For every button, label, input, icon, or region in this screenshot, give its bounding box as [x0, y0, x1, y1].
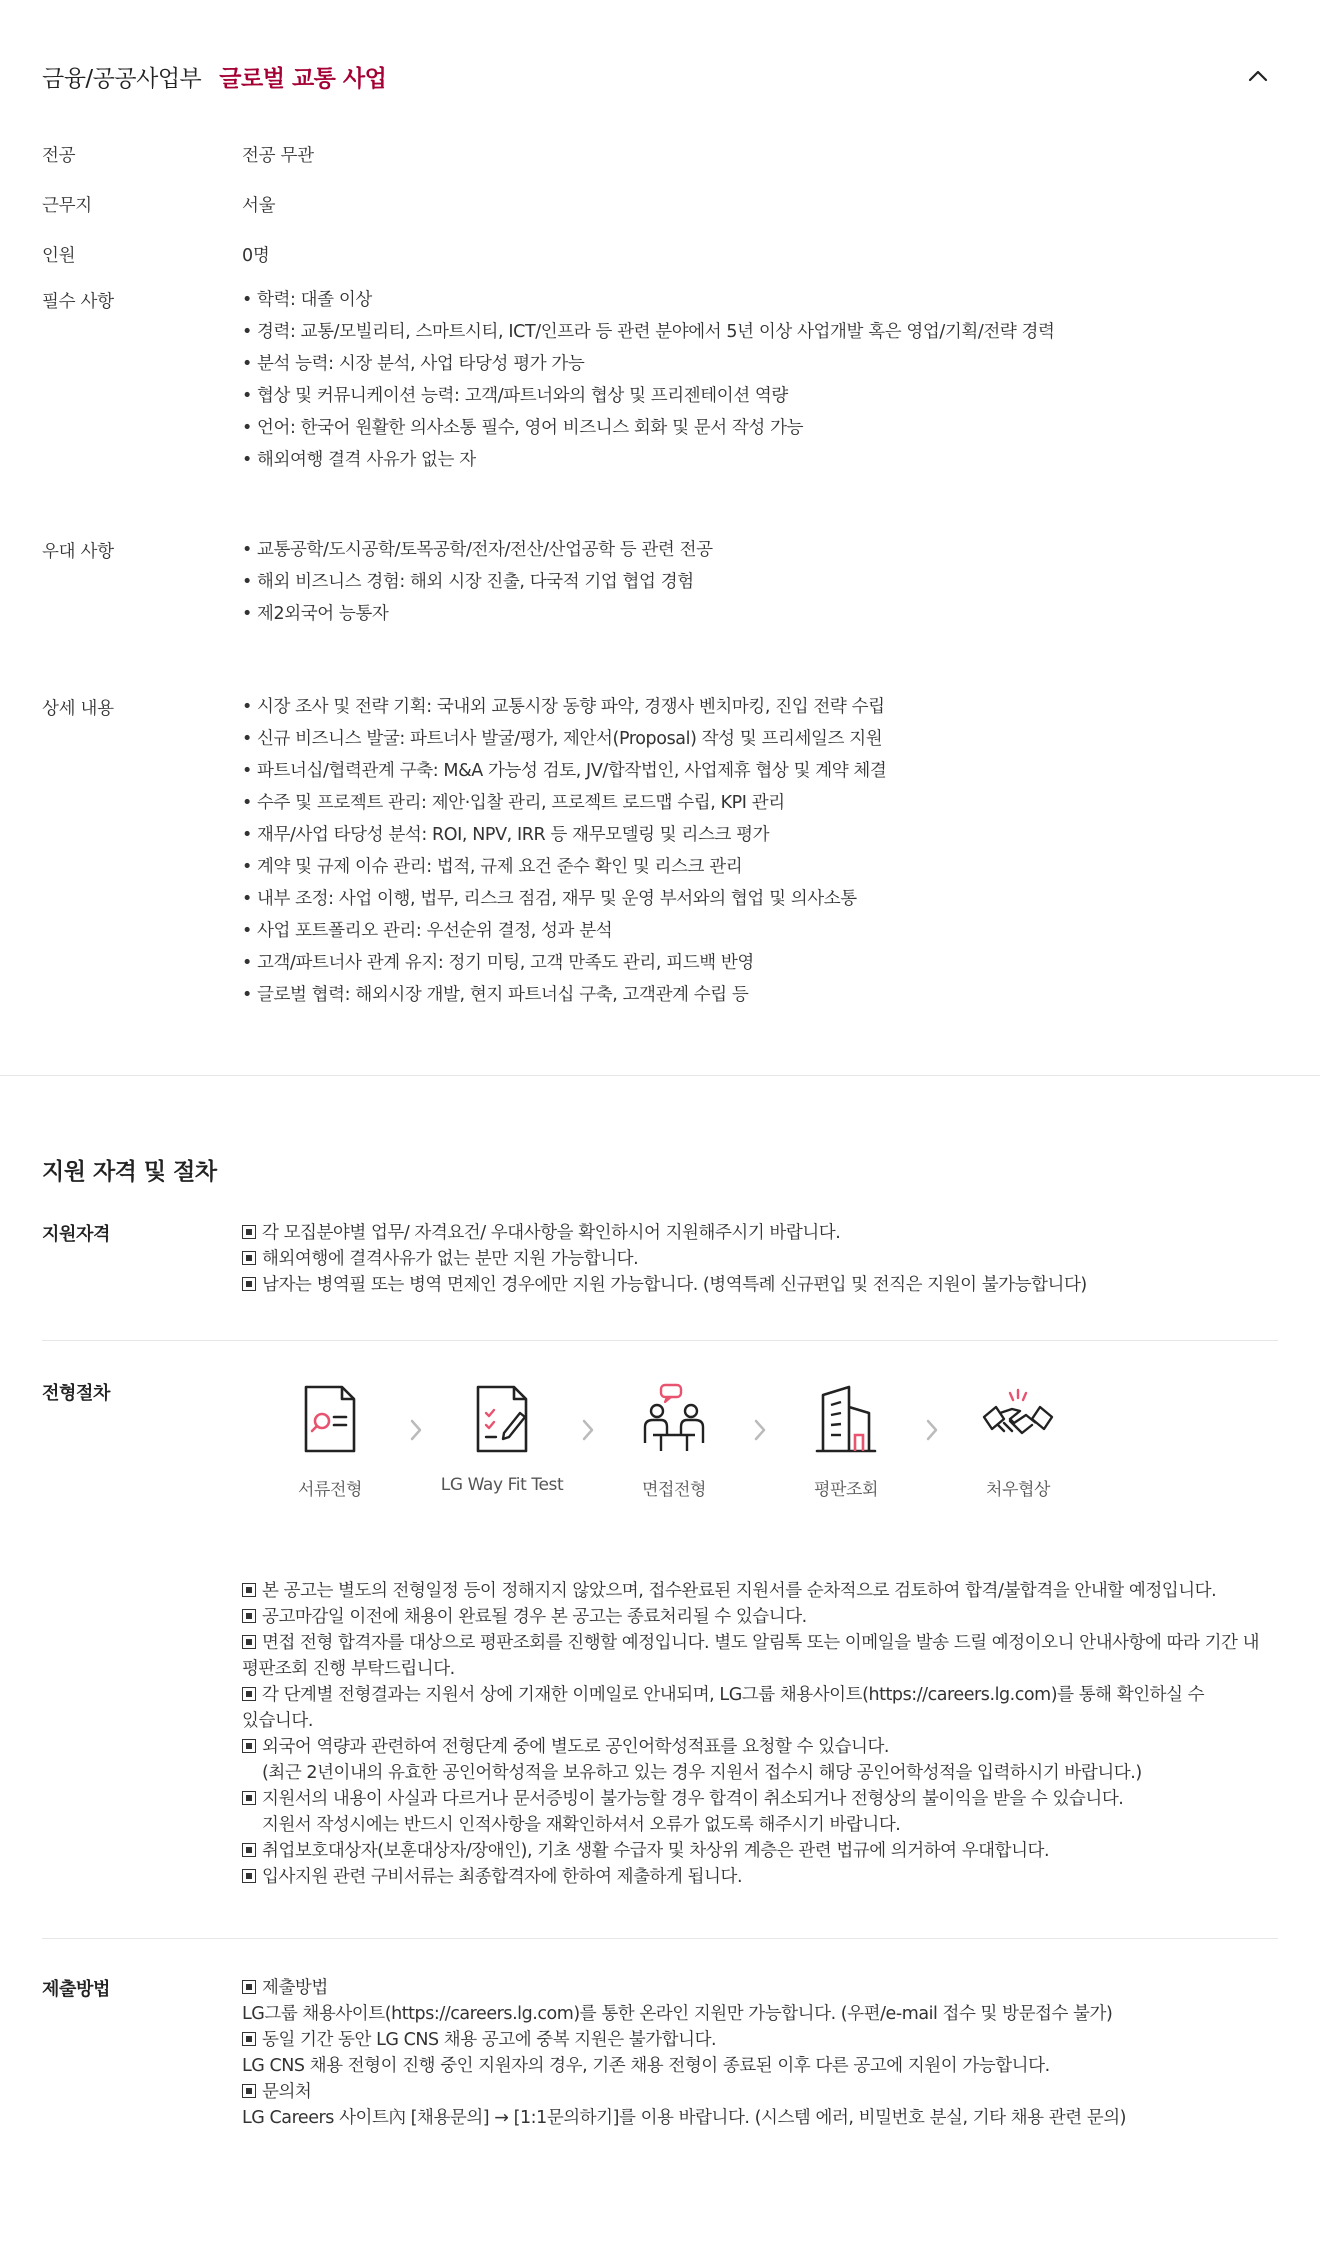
job-name: 글로벌 교통 사업: [219, 65, 387, 92]
step-document: [268, 1379, 392, 1500]
step-fit-test: [440, 1379, 564, 1495]
list-item: • 경력: 교통/모빌리티, 스마트시티, ICT/인프라 등 관련 분야에서 5년 이상 사업개발 혹은 영업/기획/전략 경력: [242, 316, 1278, 348]
chevron-right-icon: [410, 1419, 422, 1441]
list-item: • 신규 비즈니스 발굴: 파트너사 발굴/평가, 제안서(Proposal) 작성 및 프리세일즈 지원: [242, 723, 1278, 755]
list-item: • 고객/파트너사 관계 유지: 정기 미팅, 고객 만족도 관리, 피드백 반영: [242, 947, 1278, 979]
process-note: (최근 2년이내의 유효한 공인어학성적을 보유하고 있는 경우 지원서 접수시 해당 공인어학성적을 입력하시기 바랍니다.): [262, 1763, 1142, 1783]
list-item: • 시장 조사 및 전략 기획: 국내외 교통시장 동향 파악, 경쟁사 벤치마킹, 진입 전략 수립: [242, 691, 1278, 723]
square-bullet-icon: [242, 2032, 256, 2046]
required-row: [42, 288, 1278, 538]
step-label: 처우협상: [985, 1480, 1051, 1500]
square-bullet-icon: [242, 1869, 256, 1883]
square-bullet-icon: [242, 1739, 256, 1753]
details-row: [42, 695, 1278, 1075]
list-item: • 계약 및 규제 이슈 관리: 법적, 규제 요건 준수 확인 및 리스크 관리: [242, 851, 1278, 883]
submission-heading: 문의처: [262, 2082, 312, 2102]
list-item: • 파트너십/협력관계 구축: M&A 가능성 검토, JV/합작법인, 사업제휴 협상 및 계약 체결: [242, 755, 1278, 787]
qualification-block: [42, 1220, 1278, 1340]
headcount-label: 인원: [42, 246, 76, 266]
chevron-right-icon: [754, 1419, 766, 1441]
qualification-text: [242, 1220, 1278, 1340]
document-search-icon: [298, 1383, 362, 1455]
step-negotiation: [956, 1379, 1080, 1500]
job-header: [42, 0, 1278, 152]
qualification-line: 남자는 병역필 또는 병역 면제인 경우에만 지원 가능합니다. (병역특례 신규편입 및 전직은 지원이 불가능합니다): [262, 1275, 1087, 1295]
square-bullet-icon: [242, 1687, 256, 1701]
process-note: 외국어 역량과 관련하여 전형단계 중에 별도로 공인어학성적표를 요청할 수 있습니다.: [262, 1737, 890, 1757]
major-value: 전공 무관: [242, 146, 314, 166]
submission-text: [242, 1975, 1278, 2131]
square-bullet-icon: [242, 1791, 256, 1805]
interview-icon: [639, 1383, 709, 1455]
list-item: • 교통공학/도시공학/토목공학/전자/전산/산업공학 등 관련 전공: [242, 534, 1278, 566]
step-reference: [784, 1379, 908, 1500]
process-note: 평판조회 진행 부탁드립니다.: [242, 1659, 455, 1679]
required-list: [242, 284, 1278, 538]
details-label: 상세 내용: [42, 699, 114, 719]
list-item: • 해외여행 결격 사유가 없는 자: [242, 444, 1278, 476]
headcount-value: 0명: [242, 246, 270, 266]
process-note: 공고마감일 이전에 채용이 완료될 경우 본 공고는 종료처리될 수 있습니다.: [262, 1607, 807, 1627]
list-item: • 제2외국어 능통자: [242, 598, 1278, 630]
square-bullet-icon: [242, 2084, 256, 2098]
preferred-row: [42, 538, 1278, 695]
submission-heading: 제출방법: [262, 1978, 328, 1998]
checklist-pen-icon: [470, 1383, 534, 1455]
process-note: 입사지원 관련 구비서류는 최종합격자에 한하여 제출하게 됩니다.: [262, 1867, 743, 1887]
step-label: 서류전형: [297, 1480, 363, 1500]
list-item: • 글로벌 협력: 해외시장 개발, 현지 파트너십 구축, 고객관계 수립 등: [242, 979, 1278, 1011]
chevron-up-icon: [1248, 70, 1268, 82]
list-item: • 사업 포트폴리오 관리: 우선순위 결정, 성과 분석: [242, 915, 1278, 947]
preferred-label: 우대 사항: [42, 542, 114, 562]
square-bullet-icon: [242, 1980, 256, 1994]
process-note: 면접 전형 합격자를 대상으로 평판조회를 진행할 예정입니다. 별도 알림톡 또는 이메일을 발송 드릴 예정이오니 안내사항에 따라 기간 내: [262, 1633, 1260, 1653]
department-label: 금융/공공사업부: [42, 65, 202, 92]
qualification-line: 각 모집분야별 업무/ 자격요건/ 우대사항을 확인하시어 지원해주시기 바랍니다.: [262, 1223, 841, 1243]
process-note: 각 단계별 전형결과는 지원서 상에 기재한 이메일로 안내되며, LG그룹 채용사이트(https://careers.lg.com)를 통해 확인하실 수: [262, 1685, 1205, 1705]
list-item: • 수주 및 프로젝트 관리: 제안·입찰 관리, 프로젝트 로드맵 수립, KPI 관리: [242, 787, 1278, 819]
process-label: 전형절차: [42, 1383, 110, 1404]
square-bullet-icon: [242, 1225, 256, 1239]
step-label: 면접전형: [641, 1480, 707, 1500]
process-note: 지원서 작성시에는 반드시 인적사항을 재확인하셔서 오류가 없도록 해주시기 바랍니다.: [262, 1815, 901, 1835]
handshake-icon: [980, 1387, 1056, 1451]
process-block: [42, 1379, 1278, 1890]
list-item: • 해외 비즈니스 경험: 해외 시장 진출, 다국적 기업 협업 경험: [242, 566, 1278, 598]
required-label: 필수 사항: [42, 292, 114, 312]
step-label: 평판조회: [813, 1480, 879, 1500]
submission-block: [42, 1975, 1278, 2131]
preferred-list: [242, 534, 1278, 695]
list-item: • 내부 조정: 사업 이행, 법무, 리스크 점검, 재무 및 운영 부서와의 협업 및 의사소통: [242, 883, 1278, 915]
process-note: 지원서의 내용이 사실과 다르거나 문서증빙이 불가능할 경우 합격이 취소되거나 전형상의 불이익을 받을 수 있습니다.: [262, 1789, 1124, 1809]
square-bullet-icon: [242, 1251, 256, 1265]
building-icon: [813, 1383, 879, 1455]
location-row: [42, 192, 1278, 242]
submission-heading: 동일 기간 동안 LG CNS 채용 공고에 중복 지원은 불가합니다.: [262, 2030, 717, 2050]
process-steps: [268, 1379, 1278, 1500]
chevron-right-icon: [582, 1419, 594, 1441]
chevron-right-icon: [926, 1419, 938, 1441]
process-note: 취업보호대상자(보훈대상자/장애인), 기초 생활 수급자 및 차상위 계층은 관련 법규에 의거하여 우대합니다.: [262, 1841, 1050, 1861]
submission-line: LG그룹 채용사이트(https://careers.lg.com)를 통한 온라인 지원만 가능합니다. (우편/e-mail 접수 및 방문접수 불가): [242, 2004, 1113, 2024]
process-note: 있습니다.: [242, 1711, 313, 1731]
job-title: [42, 60, 386, 93]
list-item: • 협상 및 커뮤니케이션 능력: 고객/파트너와의 협상 및 프리젠테이션 역량: [242, 380, 1278, 412]
square-bullet-icon: [242, 1583, 256, 1597]
headcount-row: [42, 242, 1278, 288]
step-label: LG Way Fit Test: [440, 1475, 564, 1495]
location-label: 근무지: [42, 196, 92, 216]
step-interview: [612, 1379, 736, 1500]
submission-line: LG CNS 채용 전형이 진행 중인 지원자의 경우, 기존 채용 전형이 종료된 이후 다른 공고에 지원이 가능합니다.: [242, 2056, 1050, 2076]
submission-line: LG Careers 사이트內 [채용문의] → [1:1문의하기]를 이용 바랍니다. (시스템 에러, 비밀번호 분실, 기타 채용 관련 문의): [242, 2108, 1127, 2128]
qualification-line: 해외여행에 결격사유가 없는 분만 지원 가능합니다.: [262, 1249, 639, 1269]
collapse-button[interactable]: [1238, 56, 1278, 96]
square-bullet-icon: [242, 1843, 256, 1857]
list-item: • 재무/사업 타당성 분석: ROI, NPV, IRR 등 재무모델링 및 리스크 평가: [242, 819, 1278, 851]
qualification-label: 지원자격: [42, 1224, 110, 1245]
list-item: • 학력: 대졸 이상: [242, 284, 1278, 316]
section-title: 지원 자격 및 절차: [42, 1159, 217, 1185]
list-item: • 언어: 한국어 원활한 의사소통 필수, 영어 비즈니스 회화 및 문서 작성 가능: [242, 412, 1278, 444]
major-row: [42, 142, 1278, 192]
submission-label: 제출방법: [42, 1979, 110, 2000]
details-list: [242, 691, 1278, 1075]
process-note: 본 공고는 별도의 전형일정 등이 정해지지 않았으며, 접수완료된 지원서를 순차적으로 검토하여 합격/불합격을 안내할 예정입니다.: [262, 1581, 1217, 1601]
square-bullet-icon: [242, 1635, 256, 1649]
list-item: • 분석 능력: 시장 분석, 사업 타당성 평가 가능: [242, 348, 1278, 380]
square-bullet-icon: [242, 1277, 256, 1291]
process-notes: [242, 1578, 1278, 1890]
major-label: 전공: [42, 146, 76, 166]
location-value: 서울: [242, 196, 276, 216]
square-bullet-icon: [242, 1609, 256, 1623]
